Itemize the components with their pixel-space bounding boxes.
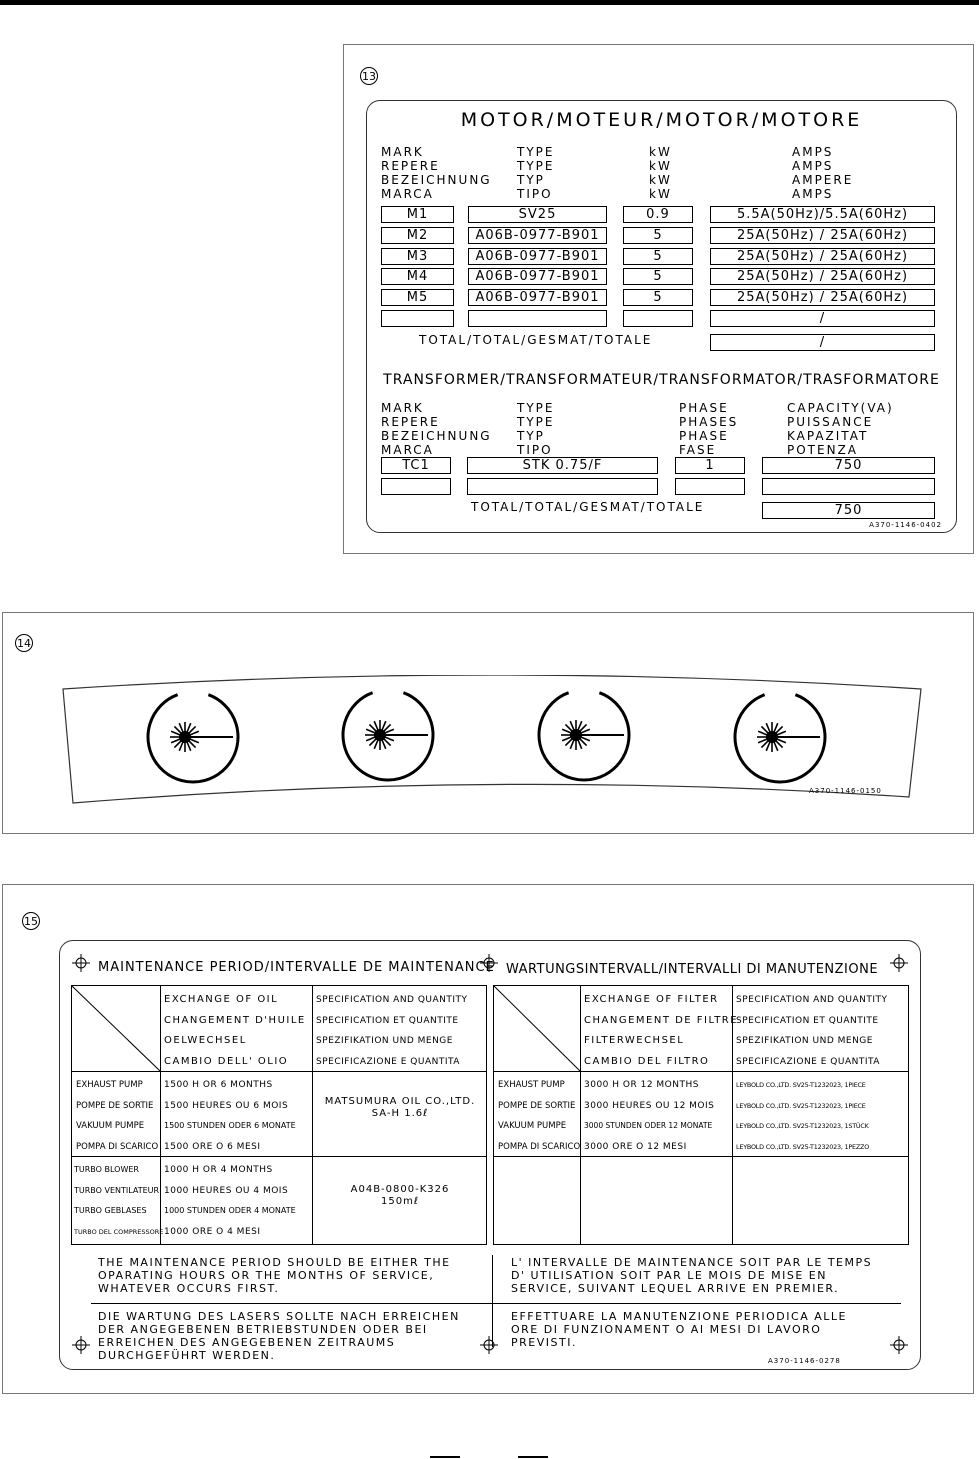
period: 1000 ORE O 4 MESI bbox=[164, 1226, 261, 1237]
motor-label-panel bbox=[343, 44, 974, 554]
transformer-type bbox=[467, 478, 658, 495]
motor-amps: 25A(50Hz) / 25A(60Hz) bbox=[710, 227, 935, 244]
exhaust-oil-periods bbox=[164, 1075, 296, 1157]
maintenance-label-panel bbox=[2, 884, 974, 1394]
spec-line: LEYBOLD CO.,LTD. SV25-T1232023, 1PIECE bbox=[736, 1101, 866, 1110]
crosshair-icon bbox=[480, 1336, 498, 1354]
hdr-kw-en: kW bbox=[649, 145, 672, 159]
period: 1500 ORE O 6 MESI bbox=[164, 1141, 261, 1152]
t-hdr-type-fr: TYPE bbox=[517, 415, 555, 429]
motor-type: A06B-0977-B901 bbox=[468, 289, 607, 306]
motor-amps: 25A(50Hz) / 25A(60Hz) bbox=[710, 268, 935, 285]
exhaust-pump-names-right bbox=[498, 1075, 580, 1157]
hdr-line: SPECIFICATION ET QUANTITE bbox=[736, 1015, 879, 1026]
notes-divider-horizontal bbox=[91, 1303, 901, 1304]
motor-mark: M4 bbox=[381, 268, 454, 285]
period: 1500 STUNDEN ODER 6 MONATE bbox=[164, 1121, 296, 1130]
transformer-title: TRANSFORMER/TRANSFORMATEUR/TRANSFORMATOR/TRASFORMATORE bbox=[383, 372, 940, 388]
t-hdr-cap-fr: PUISSANCE bbox=[787, 415, 874, 429]
crosshair-icon bbox=[890, 1336, 908, 1354]
hdr-line: OELWECHSEL bbox=[164, 1035, 247, 1046]
motor-type: SV25 bbox=[468, 206, 607, 223]
maintenance-label-code: A370-1146-0278 bbox=[768, 1357, 841, 1365]
transformer-mark: TC1 bbox=[381, 457, 451, 474]
hdr-type-it: TIPO bbox=[517, 187, 553, 201]
hdr-kw-fr: kW bbox=[649, 159, 672, 173]
t-hdr-phase-it: FASE bbox=[679, 443, 717, 457]
exhaust-pump-names-left bbox=[76, 1075, 158, 1157]
motor-mark bbox=[381, 310, 454, 327]
crosshair-icon bbox=[890, 954, 908, 972]
hdr-line: SPECIFICATION AND QUANTITY bbox=[736, 995, 888, 1005]
t-hdr-cap-de: KAPAZITAT bbox=[787, 429, 869, 443]
hdr-amps-it: AMPS bbox=[792, 187, 834, 201]
maintenance-title-right: WARTUNGSINTERVALL/INTERVALLI DI MANUTENZIONE bbox=[506, 962, 879, 977]
transformer-capacity bbox=[762, 478, 935, 495]
t-hdr-phase-fr: PHASES bbox=[679, 415, 739, 429]
motor-kw: 0.9 bbox=[623, 206, 693, 223]
hdr-type-fr: TYPE bbox=[517, 159, 555, 173]
hdr-kw-it: kW bbox=[649, 187, 672, 201]
transformer-row bbox=[381, 478, 941, 495]
period: 3000 HEURES OU 12 MOIS bbox=[584, 1100, 715, 1111]
motor-type: A06B-0977-B901 bbox=[468, 248, 607, 265]
t-hdr-type-de: TYP bbox=[517, 429, 545, 443]
hdr-kw-de: kW bbox=[649, 173, 672, 187]
motor-title: MOTOR/MOTEUR/MOTOR/MOTORE bbox=[460, 109, 863, 131]
transformer-header-phase bbox=[679, 401, 738, 457]
label-number-14: 14 bbox=[15, 634, 33, 652]
transformer-header-type bbox=[517, 401, 554, 457]
pump-name: POMPA DI SCARICO bbox=[498, 1141, 581, 1152]
notes-divider-vertical bbox=[492, 1255, 493, 1347]
motor-label-card bbox=[366, 100, 957, 533]
t-hdr-phase-de: PHASE bbox=[679, 429, 729, 443]
pump-name: POMPA DI SCARICO bbox=[76, 1141, 159, 1152]
note-french: L' INTERVALLE DE MAINTENANCE SOIT PAR LE TEMPS D' UTILISATION SOIT PAR LE MOIS DE MISE EN SERVICE, SUIVANT LEQUEL ARRIVE EN PREMIER. bbox=[511, 1256, 873, 1295]
motor-total-value: / bbox=[710, 334, 935, 351]
spec-line: LEYBOLD CO.,LTD. SV25-T1232023, 1STÜCK bbox=[736, 1122, 869, 1130]
motor-row bbox=[381, 227, 941, 244]
hdr-line: CHANGEMENT D'HUILE bbox=[164, 1014, 306, 1026]
exhaust-filter-spec bbox=[736, 1075, 869, 1157]
turbo-name: TURBO GEBLASES bbox=[74, 1206, 147, 1215]
motor-mark: M5 bbox=[381, 289, 454, 306]
spec-line: LEYBOLD CO.,LTD. SV25-T1232023, 1PIECE bbox=[736, 1081, 866, 1089]
period: 1000 H OR 4 MONTHS bbox=[164, 1165, 273, 1175]
diagonal-corner bbox=[72, 986, 160, 1071]
hdr-line: EXCHANGE OF FILTER bbox=[584, 994, 719, 1005]
turbo-name: TURBO BLOWER bbox=[74, 1165, 139, 1174]
hdr-line: SPECIFICAZIONE E QUANTITA bbox=[736, 1056, 880, 1067]
pump-name: EXHAUST PUMP bbox=[76, 1080, 143, 1090]
t-hdr-mark-it: MARCA bbox=[381, 443, 434, 457]
motor-amps: 25A(50Hz) / 25A(60Hz) bbox=[710, 248, 935, 265]
right-table bbox=[493, 985, 909, 1245]
turbo-oil-spec bbox=[313, 1184, 487, 1208]
motor-total-label: TOTAL/TOTAL/GESMAT/TOTALE bbox=[419, 333, 653, 347]
spec-line: SA-H 1.6ℓ bbox=[371, 1108, 429, 1119]
motor-row bbox=[381, 206, 941, 223]
motor-row bbox=[381, 310, 941, 327]
motor-amps: 5.5A(50Hz)/5.5A(60Hz) bbox=[710, 206, 935, 223]
transformer-header-capacity bbox=[787, 401, 894, 457]
hdr-line: SPECIFICAZIONE E QUANTITA bbox=[316, 1056, 460, 1067]
transformer-header-mark bbox=[381, 401, 492, 457]
pump-name: VAKUUM PUMPE bbox=[498, 1121, 567, 1131]
exhaust-filter-periods bbox=[584, 1075, 714, 1157]
pump-name: EXHAUST PUMP bbox=[498, 1080, 565, 1090]
maintenance-title-left: MAINTENANCE PERIOD/INTERVALLE DE MAINTENANCE bbox=[98, 960, 495, 975]
motor-header-kw bbox=[649, 145, 672, 201]
left-table bbox=[71, 985, 487, 1245]
motor-type: A06B-0977-B901 bbox=[468, 268, 607, 285]
diagonal-corner bbox=[494, 986, 580, 1071]
motor-row bbox=[381, 289, 941, 306]
crosshair-icon bbox=[72, 1336, 90, 1354]
label-number-13: 13 bbox=[360, 67, 378, 85]
period: 1500 H OR 6 MONTHS bbox=[164, 1080, 273, 1090]
transformer-row bbox=[381, 457, 941, 474]
motor-header-amps bbox=[792, 145, 853, 201]
hdr-mark-de: BEZEICHNUNG bbox=[381, 173, 492, 187]
laser-label-code: A370-1146-0150 bbox=[809, 787, 882, 795]
transformer-total-value: 750 bbox=[762, 502, 935, 519]
t-hdr-cap-en: CAPACITY(VA) bbox=[787, 401, 894, 415]
period: 3000 ORE O 12 MESI bbox=[584, 1141, 687, 1152]
hdr-amps-en: AMPS bbox=[792, 145, 834, 159]
turbo-name: TURBO DEL COMPRESSORE bbox=[74, 1227, 164, 1236]
transformer-phase: 1 bbox=[675, 457, 745, 474]
label-number-15: 15 bbox=[22, 912, 40, 930]
transformer-type: STK 0.75/F bbox=[467, 457, 658, 474]
spec-line: MATSUMURA OIL CO.,LTD. bbox=[324, 1096, 476, 1107]
t-hdr-mark-fr: REPERE bbox=[381, 415, 440, 429]
left-header-exchange bbox=[164, 990, 306, 1072]
t-hdr-phase-en: PHASE bbox=[679, 401, 729, 415]
hdr-line: SPECIFICATION AND QUANTITY bbox=[316, 995, 468, 1005]
hdr-mark-it: MARCA bbox=[381, 187, 434, 201]
motor-amps: 25A(50Hz) / 25A(60Hz) bbox=[710, 289, 935, 306]
motor-mark: M1 bbox=[381, 206, 454, 223]
motor-type: A06B-0977-B901 bbox=[468, 227, 607, 244]
period: 1000 STUNDEN ODER 4 MONATE bbox=[164, 1206, 296, 1215]
left-header-spec bbox=[316, 990, 468, 1072]
footer-mark-right bbox=[518, 1456, 548, 1458]
laser-icons-group bbox=[130, 690, 650, 795]
pump-name: VAKUUM PUMPE bbox=[76, 1121, 145, 1131]
transformer-capacity: 750 bbox=[762, 457, 935, 474]
period: 1000 HEURES OU 4 MOIS bbox=[164, 1185, 289, 1196]
hdr-amps-de: AMPERE bbox=[792, 173, 854, 187]
motor-amps: / bbox=[710, 310, 935, 327]
footer-mark-left bbox=[430, 1456, 460, 1458]
motor-row bbox=[381, 248, 941, 265]
period: 1500 HEURES OU 6 MOIS bbox=[164, 1100, 289, 1111]
note-italian: EFFETTUARE LA MANUTENZIONE PERIODICA ALLE ORE DI FUNZIONAMENT O AI MESI DI LAVORO PREVISTI. bbox=[511, 1310, 847, 1349]
motor-kw: 5 bbox=[623, 289, 693, 306]
spec-line: A04B-0800-K326 bbox=[350, 1184, 450, 1195]
t-hdr-mark-de: BEZEICHNUNG bbox=[381, 429, 492, 443]
t-hdr-type-it: TIPO bbox=[517, 443, 553, 457]
exhaust-oil-spec bbox=[313, 1096, 487, 1120]
crosshair-icon bbox=[480, 954, 498, 972]
hdr-mark-en: MARK bbox=[381, 145, 424, 159]
hdr-line: EXCHANGE OF OIL bbox=[164, 994, 279, 1005]
hdr-mark-fr: REPERE bbox=[381, 159, 440, 173]
spec-line: LEYBOLD CO.,LTD. SV25-T1232023, 1PEZZO bbox=[736, 1142, 870, 1151]
motor-row bbox=[381, 268, 941, 285]
t-hdr-type-en: TYPE bbox=[517, 401, 555, 415]
hdr-line: SPEZIFIKATION UND MENGE bbox=[736, 1036, 873, 1046]
hdr-line: CAMBIO DEL FILTRO bbox=[584, 1055, 710, 1067]
spec-line: 150mℓ bbox=[381, 1196, 419, 1207]
motor-header-mark bbox=[381, 145, 492, 201]
note-english: THE MAINTENANCE PERIOD SHOULD BE EITHER THE OPARATING HOURS OR THE MONTHS OF SERVICE, WHATEVER OCCURS FIRST. bbox=[98, 1256, 451, 1295]
turbo-name: TURBO VENTILATEUR bbox=[74, 1185, 160, 1195]
motor-mark: M3 bbox=[381, 248, 454, 265]
transformer-total-label: TOTAL/TOTAL/GESMAT/TOTALE bbox=[471, 500, 705, 514]
transformer-phase bbox=[675, 478, 745, 495]
transformer-mark bbox=[381, 478, 451, 495]
motor-header-type bbox=[517, 145, 554, 201]
turbo-oil-periods bbox=[164, 1160, 296, 1242]
period: 3000 STUNDEN ODER 12 MONATE bbox=[584, 1121, 713, 1130]
hdr-line: CAMBIO DELL' OLIO bbox=[164, 1055, 289, 1067]
hdr-line: FILTERWECHSEL bbox=[584, 1035, 685, 1046]
hdr-line: CHANGEMENT DE FILTRE bbox=[584, 1014, 739, 1026]
hdr-line: SPEZIFIKATION UND MENGE bbox=[316, 1036, 453, 1046]
motor-type bbox=[468, 310, 607, 327]
right-header-spec bbox=[736, 990, 888, 1072]
right-header-exchange bbox=[584, 990, 738, 1072]
top-rule bbox=[0, 0, 979, 5]
pump-name: POMPE DE SORTIE bbox=[76, 1100, 154, 1111]
motor-mark: M2 bbox=[381, 227, 454, 244]
hdr-line: SPECIFICATION ET QUANTITE bbox=[316, 1015, 459, 1026]
t-hdr-mark-en: MARK bbox=[381, 401, 424, 415]
note-german: DIE WARTUNG DES LASERS SOLLTE NACH ERREICHEN DER ANGEGEBENEN BETRIEBSTUNDEN ODER BEI ERREICHEN DES ANGEGEBENEN ZEITRAUMS DURCHGEFÜHRT WERDEN. bbox=[98, 1310, 460, 1362]
motor-kw: 5 bbox=[623, 227, 693, 244]
turbo-names bbox=[74, 1160, 163, 1242]
motor-kw bbox=[623, 310, 693, 327]
hdr-type-en: TYPE bbox=[517, 145, 555, 159]
crosshair-icon bbox=[72, 954, 90, 972]
pump-name: POMPE DE SORTIE bbox=[498, 1100, 576, 1111]
hdr-type-de: TYP bbox=[517, 173, 545, 187]
motor-label-code: A370-1146-0402 bbox=[869, 521, 942, 529]
motor-kw: 5 bbox=[623, 268, 693, 285]
motor-kw: 5 bbox=[623, 248, 693, 265]
period: 3000 H OR 12 MONTHS bbox=[584, 1080, 699, 1090]
t-hdr-cap-it: POTENZA bbox=[787, 443, 858, 457]
hdr-amps-fr: AMPS bbox=[792, 159, 834, 173]
